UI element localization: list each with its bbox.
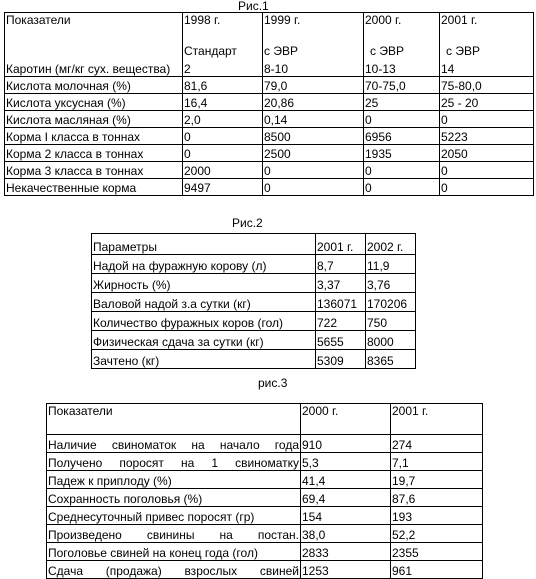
header-cell: 2002 г. [366, 234, 416, 255]
table-cell: 170206 [366, 293, 416, 312]
header-cell: 2001 г. с ЭВР [440, 13, 534, 61]
table-cell: Каротин (мг/кг сух. вещества) [5, 60, 183, 77]
table-row [5, 162, 534, 179]
table-cell: Наличие свиноматок на начало года [47, 435, 301, 453]
table-cell: 961 [391, 561, 483, 579]
table-cell: Корма 2 класса в тоннах [5, 145, 183, 162]
header-cell: Показатели [5, 13, 183, 61]
table-cell: 5309 [316, 350, 366, 369]
table-cell: 0 [440, 179, 534, 196]
table-cell: Сдача (продажа) взрослых свиней [47, 561, 301, 579]
header-cell: Параметры [92, 234, 316, 255]
table-cell: 0 [263, 162, 364, 179]
table-cell: 25 [364, 94, 440, 111]
table-cell: 10-13 [364, 60, 440, 77]
table-cell: 75-80,0 [440, 77, 534, 94]
table-cell: Корма I класса в тоннах [5, 128, 183, 145]
table-cell: 722 [316, 312, 366, 331]
fig2-table [91, 233, 416, 369]
table-cell: 2355 [391, 543, 483, 561]
table-cell: 2500 [263, 145, 364, 162]
header-cell: 2001 г. [316, 234, 366, 255]
fig1-caption: Рис.1 [238, 0, 269, 13]
table-cell: Валовой надой з.а сутки (кг) [92, 293, 316, 312]
table-row [92, 293, 416, 312]
table-cell: 0 [263, 179, 364, 196]
table-cell: 0 [183, 145, 263, 162]
table-cell: 5223 [440, 128, 534, 145]
table-cell: 3,76 [366, 274, 416, 293]
table-cell: 2 [183, 60, 263, 77]
table-cell: 70-75,0 [364, 77, 440, 94]
table-row [92, 255, 416, 274]
table-cell: 8,7 [316, 255, 366, 274]
table-cell: Сохранность поголовья (%) [47, 489, 301, 507]
table-cell: 16,4 [183, 94, 263, 111]
table-row [47, 543, 483, 561]
table-row [47, 471, 483, 489]
table-cell: Кислота уксусная (%) [5, 94, 183, 111]
table-cell: Получено поросят на 1 свиноматку [47, 453, 301, 471]
header-cell: 1998 г. Стандарт [183, 13, 263, 61]
table-cell: 1935 [364, 145, 440, 162]
table-cell: 6956 [364, 128, 440, 145]
table-cell: Физическая сдача за сутки (кг) [92, 331, 316, 350]
table-cell: 2050 [440, 145, 534, 162]
fig3-caption: рис.3 [258, 376, 288, 390]
table-cell: Среднесуточный привес поросят (гр) [47, 507, 301, 525]
table-cell: 0 [440, 111, 534, 128]
table-cell: 154 [301, 507, 391, 525]
table-row [5, 77, 534, 94]
table-row [5, 128, 534, 145]
table-cell: Произведено свинины на постан. [47, 525, 301, 543]
table-cell: 136071 [316, 293, 366, 312]
table-cell: 52,2 [391, 525, 483, 543]
table-cell: 25 - 20 [440, 94, 534, 111]
table-cell: 69,4 [301, 489, 391, 507]
table-row [5, 111, 534, 128]
table-cell: 274 [391, 435, 483, 453]
table-cell: 193 [391, 507, 483, 525]
table-cell: 8500 [263, 128, 364, 145]
table-cell: 19,7 [391, 471, 483, 489]
table-cell: 8000 [366, 331, 416, 350]
table-cell: 8-10 [263, 60, 364, 77]
table-cell: 5,3 [301, 453, 391, 471]
table-cell: Падеж к приплоду (%) [47, 471, 301, 489]
table-cell: Жирность (%) [92, 274, 316, 293]
table-cell: 3,37 [316, 274, 366, 293]
table-cell: 910 [301, 435, 391, 453]
table-cell: Корма 3 класса в тоннах [5, 162, 183, 179]
table-cell: 2000 [183, 162, 263, 179]
fig3-table [46, 403, 483, 579]
table-row [92, 312, 416, 331]
header-cell: 2001 г. [391, 404, 483, 435]
table-cell: 750 [366, 312, 416, 331]
table-row [92, 274, 416, 293]
header-cell: 2000 г. с ЭВР [364, 13, 440, 61]
header-cell: 2000 г. [301, 404, 391, 435]
table-row [5, 145, 534, 162]
table-cell: 87,6 [391, 489, 483, 507]
table-row [92, 331, 416, 350]
table-cell: 7,1 [391, 453, 483, 471]
table-row [5, 60, 534, 77]
table-cell: 79,0 [263, 77, 364, 94]
fig2-caption: Рис.2 [232, 216, 263, 230]
table-cell: 9497 [183, 179, 263, 196]
table-cell: 0 [440, 162, 534, 179]
table-cell: 0 [364, 179, 440, 196]
table-cell: Количество фуражных коров (гол) [92, 312, 316, 331]
table-header-row [92, 234, 416, 255]
table-row [47, 435, 483, 453]
header-cell: 1999 г. с ЭВР [263, 13, 364, 61]
table-cell: Кислота молочная (%) [5, 77, 183, 94]
table-cell: 11,9 [366, 255, 416, 274]
table-cell: 0 [364, 162, 440, 179]
table-row [5, 94, 534, 111]
table-cell: 20,86 [263, 94, 364, 111]
table-cell: 0 [364, 111, 440, 128]
table-cell: 1253 [301, 561, 391, 579]
table-row [47, 525, 483, 543]
table-row [47, 561, 483, 579]
table-cell: 81,6 [183, 77, 263, 94]
table-row [47, 453, 483, 471]
table-cell: 2,0 [183, 111, 263, 128]
table-cell: Поголовье свиней на конец года (гол) [47, 543, 301, 561]
header-cell: Показатели [47, 404, 301, 435]
table-cell: 8365 [366, 350, 416, 369]
fig1-table [4, 12, 534, 196]
table-header-row [47, 404, 483, 435]
table-cell: 14 [440, 60, 534, 77]
table-cell: 0,14 [263, 111, 364, 128]
table-cell: Кислота масляная (%) [5, 111, 183, 128]
table-cell: 41,4 [301, 471, 391, 489]
table-cell: Надой на фуражную корову (л) [92, 255, 316, 274]
table-cell: Зачтено (кг) [92, 350, 316, 369]
table-row [47, 507, 483, 525]
table-row [5, 179, 534, 196]
table-row [92, 350, 416, 369]
table-cell: 5655 [316, 331, 366, 350]
table-cell: Некачественные корма [5, 179, 183, 196]
table-cell: 0 [183, 128, 263, 145]
table-row [47, 489, 483, 507]
table-cell: 2833 [301, 543, 391, 561]
table-cell: 38,0 [301, 525, 391, 543]
table-header-row [5, 13, 534, 61]
